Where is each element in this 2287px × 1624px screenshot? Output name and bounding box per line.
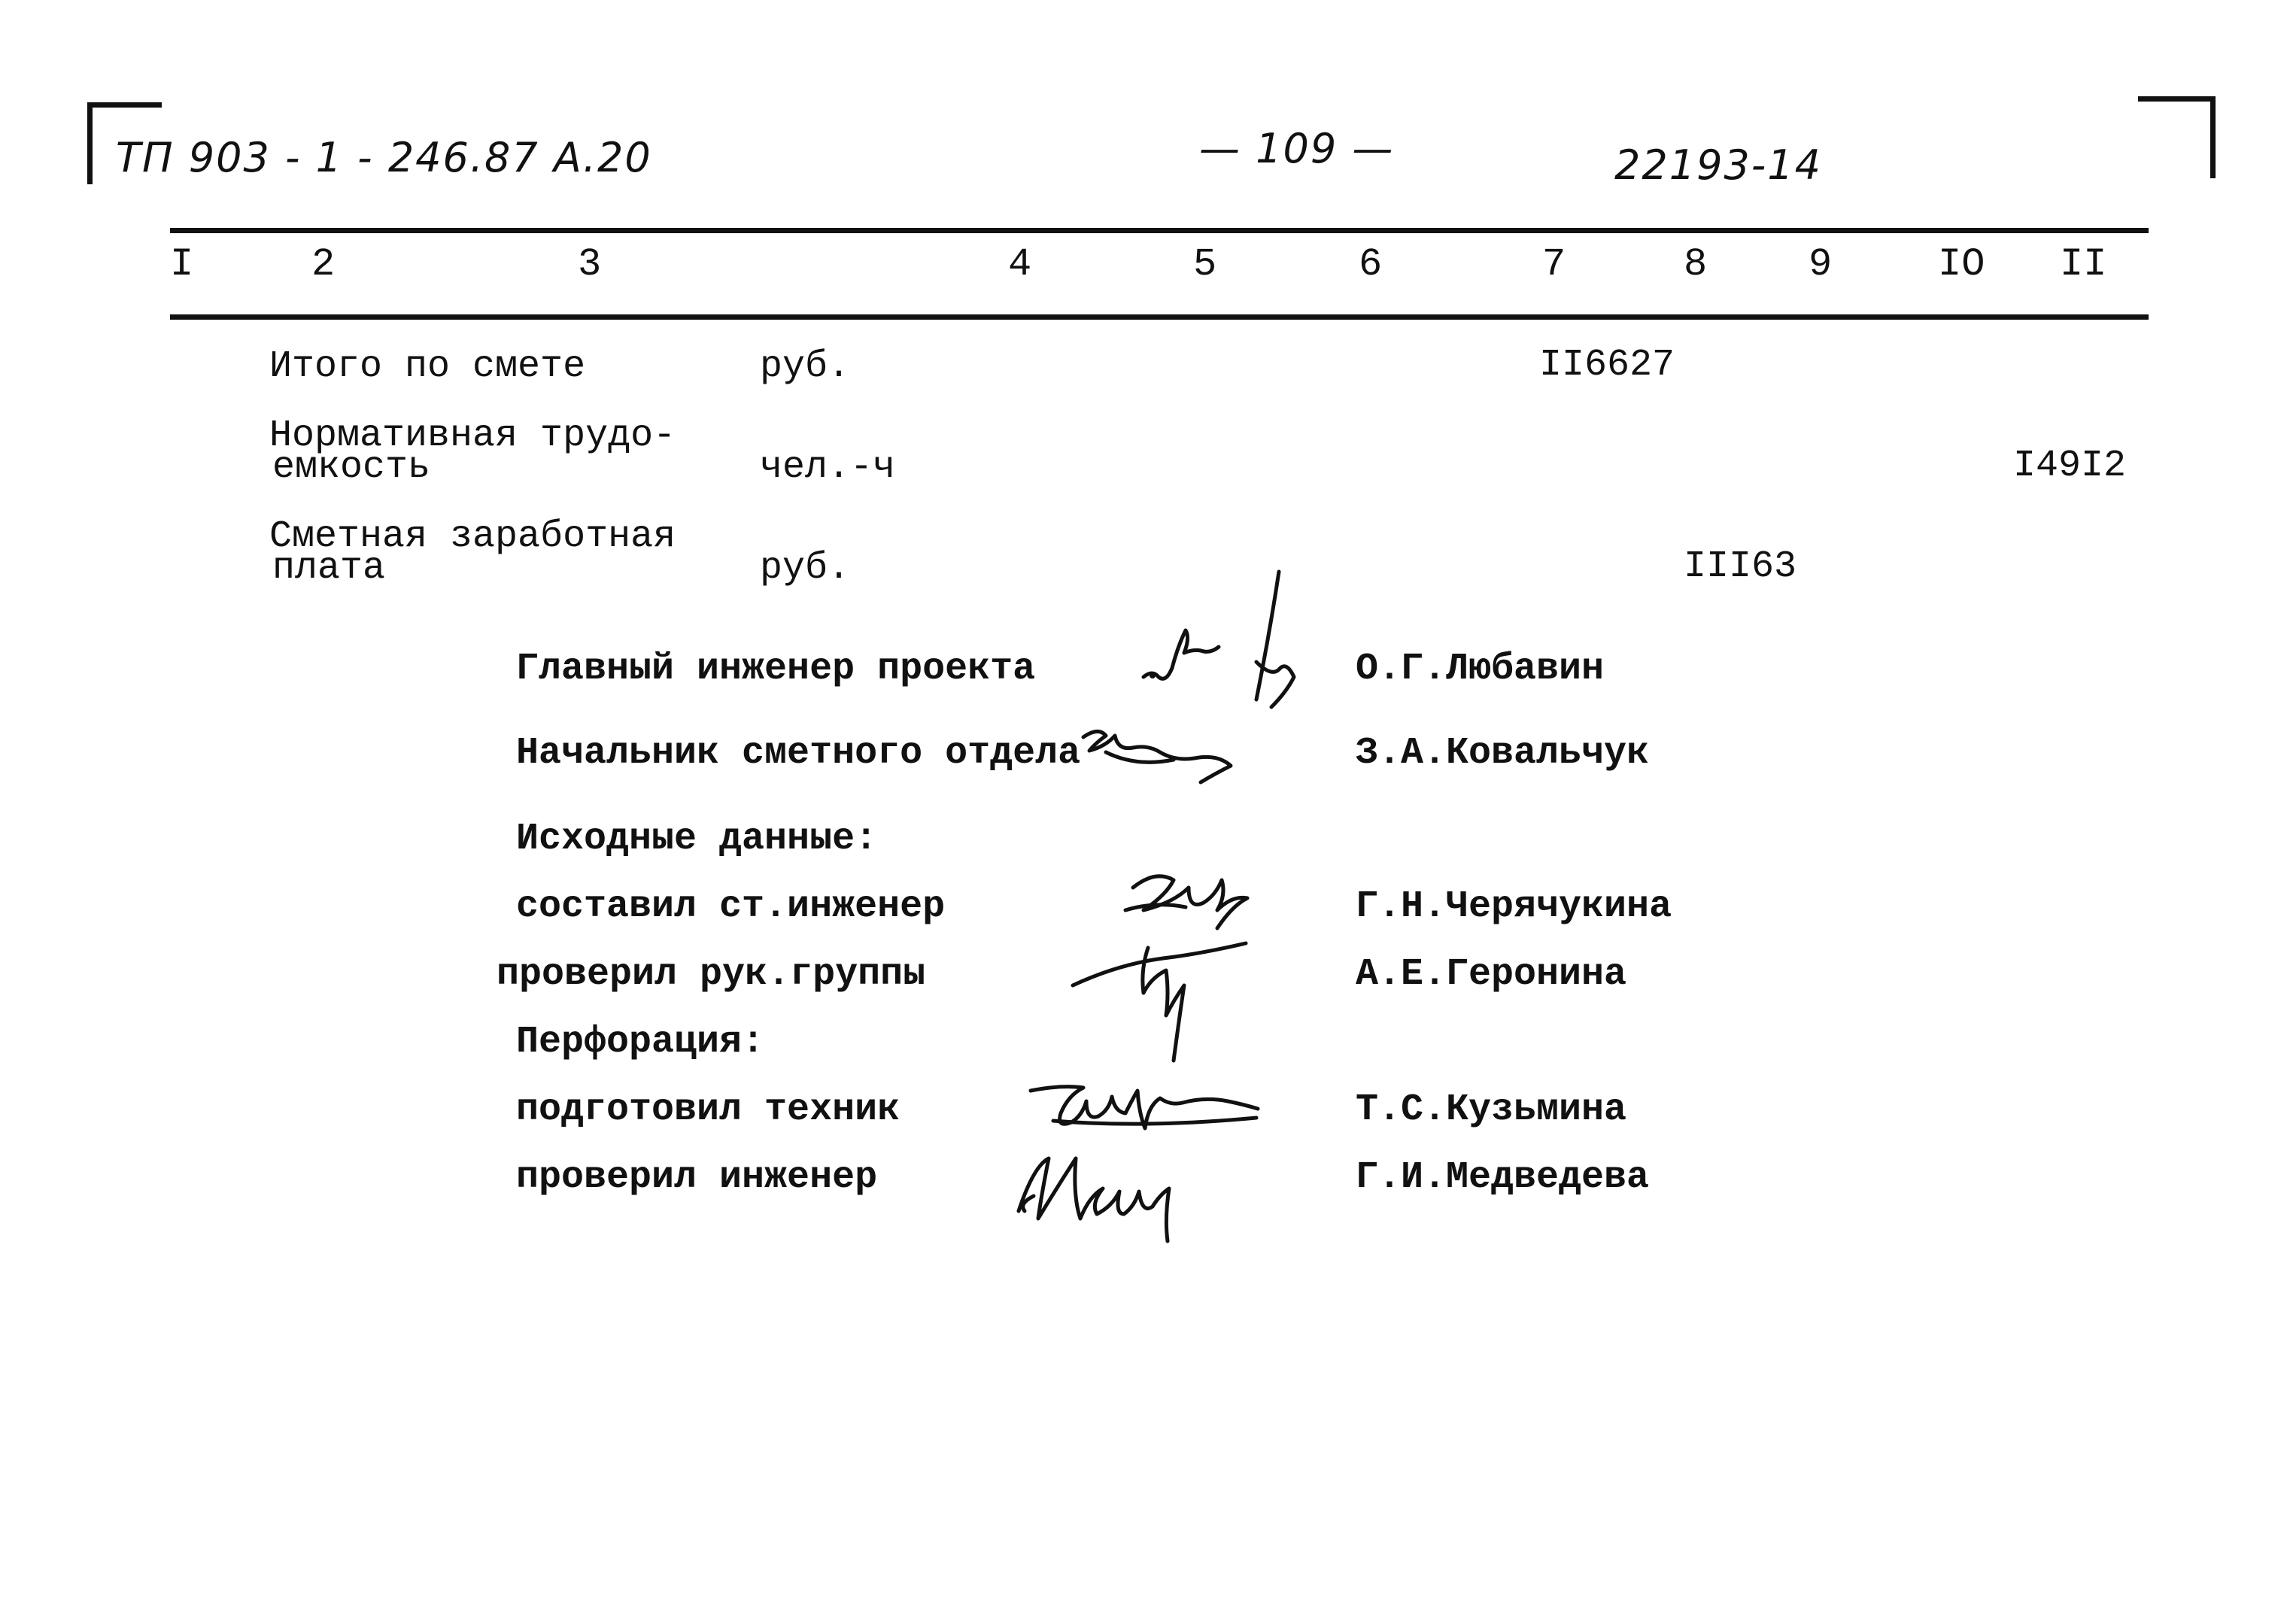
- role-chief-engineer: Главный инженер проекта: [516, 648, 1036, 691]
- corner-mark-right: [2138, 96, 2216, 178]
- role-checked-group-leader: проверил рук.группы: [497, 953, 926, 996]
- signature-chief-engineer: [1128, 564, 1324, 737]
- table-header-bottom-rule: [170, 314, 2149, 320]
- signature-group-leader: [1065, 918, 1261, 1068]
- row-labor-unit: чел.-ч: [760, 446, 896, 489]
- role-compiled-senior-engineer: составил ст.инженер: [516, 885, 946, 928]
- column-header-4: 4: [1008, 242, 1032, 287]
- column-header-9: 9: [1809, 242, 1833, 287]
- row-total-value: II6627: [1539, 344, 1675, 387]
- column-header-10: IO: [1938, 242, 1985, 287]
- name-geronina: А.Е.Геронина: [1356, 953, 1627, 996]
- document-code: ТП 903 - 1 - 246.87 А.20: [116, 134, 652, 181]
- name-lyubavin: О.Г.Любавин: [1356, 648, 1605, 691]
- column-header-6: 6: [1359, 242, 1383, 287]
- table-top-rule: [170, 228, 2149, 233]
- row-total-label: Итого по смете: [269, 345, 586, 388]
- section-source-data: Исходные данные:: [516, 818, 878, 861]
- row-wage-unit: руб.: [760, 547, 851, 590]
- row-wage-label-line2: плата: [272, 547, 386, 590]
- row-labor-label-line2: емкость: [272, 446, 431, 489]
- signature-technician: [1023, 1076, 1279, 1143]
- column-header-3: 3: [578, 242, 602, 287]
- role-checked-engineer: проверил инженер: [516, 1156, 878, 1199]
- row-wage-label-line1: Сметная заработная: [269, 515, 676, 558]
- signature-head-estimates: [1076, 715, 1271, 797]
- signature-engineer: [1011, 1143, 1252, 1256]
- row-labor-value: I49I2: [2013, 445, 2127, 487]
- row-wage-value: III63: [1684, 545, 1797, 588]
- column-header-2: 2: [311, 242, 336, 287]
- name-kuzmina: Т.С.Кузьмина: [1356, 1088, 1627, 1131]
- column-header-7: 7: [1542, 242, 1566, 287]
- page-number: — 109 —: [1199, 125, 1395, 172]
- section-perforation: Перфорация:: [516, 1021, 765, 1064]
- column-header-5: 5: [1193, 242, 1217, 287]
- column-header-1: I: [170, 242, 194, 287]
- name-kovalchuk: З.А.Ковальчук: [1356, 732, 1650, 775]
- name-medvedeva: Г.И.Медведева: [1356, 1156, 1650, 1199]
- column-header-11: II: [2060, 242, 2107, 287]
- row-labor-label-line1: Нормативная трудо-: [269, 414, 676, 457]
- role-head-estimates: Начальник сметного отдела: [516, 732, 1081, 775]
- row-total-unit: руб.: [760, 345, 851, 388]
- name-cheryachukina: Г.Н.Черячукина: [1356, 885, 1672, 928]
- column-header-8: 8: [1684, 242, 1708, 287]
- role-prepared-technician: подготовил техник: [516, 1088, 901, 1131]
- inventory-number: 22193-14: [1614, 141, 1822, 189]
